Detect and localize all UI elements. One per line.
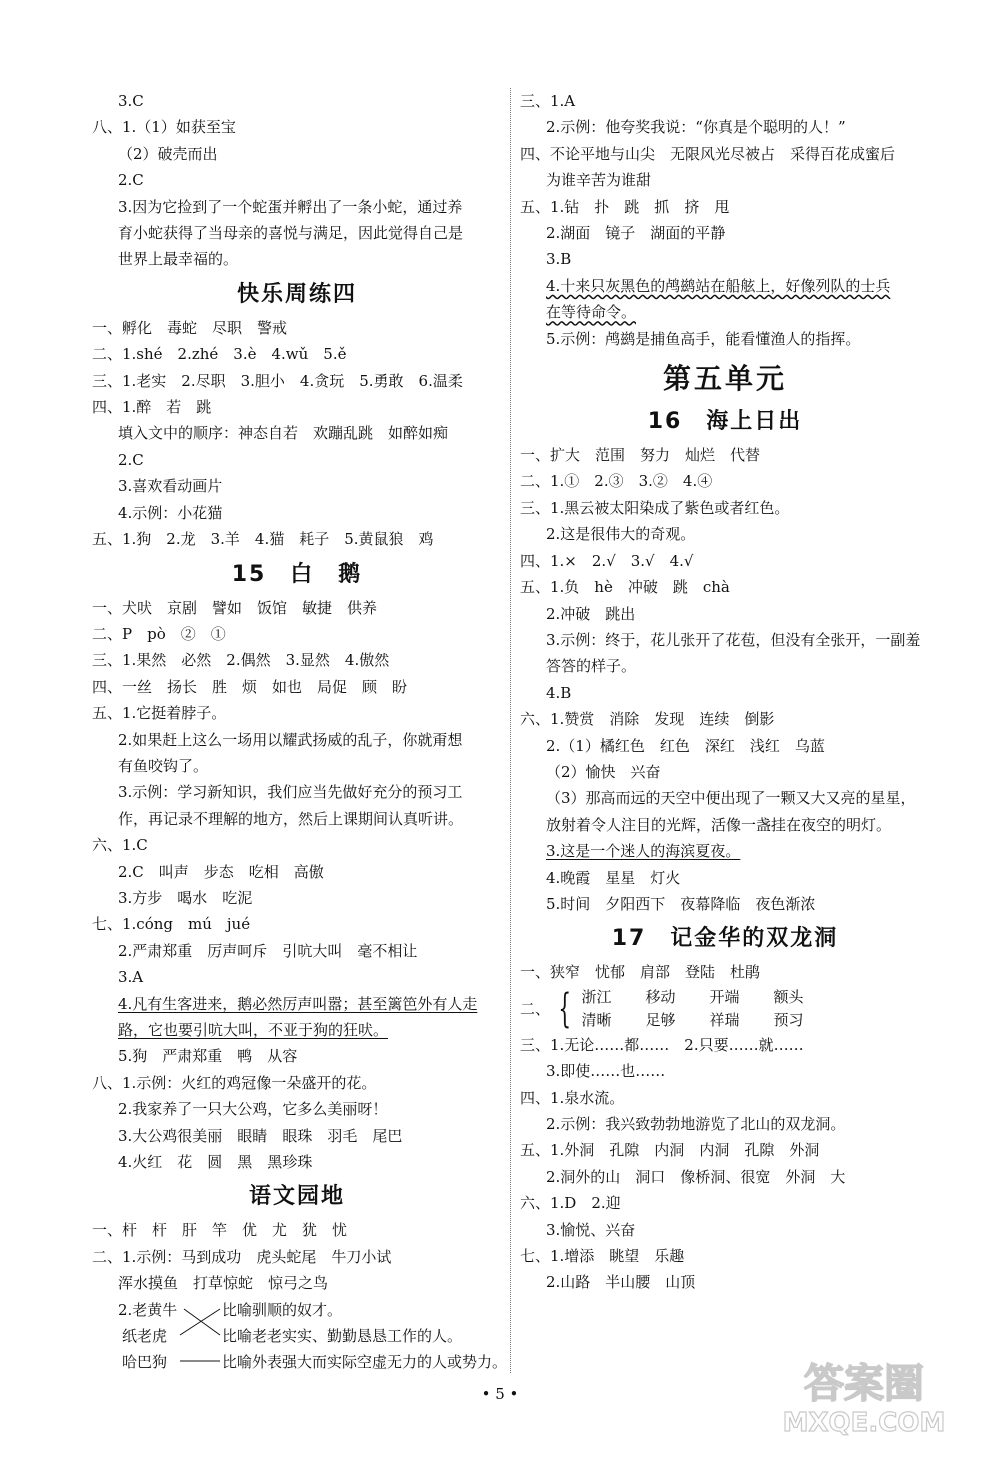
answer-line: 育小蛇获得了当母亲的喜悦与满足，因此觉得自己是 xyxy=(118,224,464,243)
answer-line: 三、1.无论……都…… 2.只要……就…… xyxy=(520,1035,804,1054)
answer-line: 三、1.果然 必然 2.偶然 3.显然 4.傲然 xyxy=(92,651,390,670)
answer-line: 5.狗 严肃郑重 鸭 从容 xyxy=(118,1047,298,1066)
answer-line: 七、1.增添 眺望 乐趣 xyxy=(520,1247,685,1266)
left-column xyxy=(92,88,508,1377)
answer-line: 四、一丝 扬长 胜 烦 如也 局促 顾 盼 xyxy=(92,677,408,696)
grid-word: 开端 xyxy=(709,987,740,1006)
answer-line: 4.晚霞 星星 灯火 xyxy=(546,868,681,887)
answer-line: 3.这是一个迷人的海滨夏夜。 xyxy=(546,842,741,861)
answer-line: 2.C xyxy=(118,171,144,190)
answer-line: 五、1.钻 扑 跳 抓 挤 甩 xyxy=(520,197,730,216)
watermark-logo xyxy=(757,1349,972,1439)
match-right: 比喻外表强大而实际空虚无力的人或势力。 xyxy=(222,1352,508,1371)
answer-line: 一、狭窄 忧郁 肩部 登陆 杜鹃 xyxy=(520,963,761,982)
match-lines xyxy=(92,1297,502,1377)
answer-line: 放射着令人注目的光辉，活像一盏挂在夜空的明灯。 xyxy=(546,815,892,834)
answer-line: 四、不论平地与山尖 无限风光尽被占 采得百花成蜜后 xyxy=(520,144,896,163)
match-left: 纸老虎 xyxy=(122,1326,168,1345)
matching-exercise xyxy=(92,1297,508,1377)
answer-line: 六、1.D 2.迎 xyxy=(520,1194,621,1213)
answer-line: 5.时间 夕阳西下 夜幕降临 夜色渐浓 xyxy=(546,894,816,913)
answer-line: 五、1.狗 2.龙 3.羊 4.猫 耗子 5.黄鼠狼 鸡 xyxy=(92,530,434,549)
answer-line: 2.示例：我兴致勃勃地游览了北山的双龙洞。 xyxy=(546,1115,846,1133)
answer-line: 八、1.示例：火红的鸡冠像一朵盛开的花。 xyxy=(92,1073,377,1092)
answer-line: 3.大公鸡很美丽 眼睛 眼珠 羽毛 尾巴 xyxy=(118,1126,403,1145)
lesson-heading: 17 记金华的双龙洞 xyxy=(611,926,839,952)
answer-line: 一、犬吠 京剧 譬如 饭馆 敏捷 供养 xyxy=(92,598,378,617)
answer-line: 2.山路 半山腰 山顶 xyxy=(546,1273,696,1292)
grid-word: 浙江 xyxy=(581,987,612,1006)
answer-line: （2）愉快 兴奋 xyxy=(546,762,661,781)
answer-line: 一、杆 杆 肝 竿 优 尤 犹 忧 xyxy=(92,1221,348,1240)
answer-line: 作，再记录不理解的地方，然后上课期间认真听讲。 xyxy=(118,809,464,828)
page-number: • 5 • xyxy=(481,1385,519,1403)
answer-line: 4.B xyxy=(546,683,572,702)
answer-line: 五、1.它挺着脖子。 xyxy=(92,704,227,723)
answer-line: 二、1.示例：马到成功 虎头蛇尾 牛刀小试 xyxy=(92,1247,392,1266)
svg-text:答案圈: 答案圈 xyxy=(804,1361,924,1407)
grid-word: 足够 xyxy=(645,1010,676,1029)
answer-line: 3.示例：学习新知识，我们应当先做好充分的预习工 xyxy=(118,783,463,802)
answer-line: 一、孵化 毒蛇 尽职 警戒 xyxy=(92,318,288,337)
answer-line: 3.示例：终于，花儿张开了花苞，但没有全张开，一副羞 xyxy=(546,630,921,649)
answer-line: 2.C xyxy=(118,450,144,469)
answer-line: 三、1.黑云被太阳染成了紫色或者红色。 xyxy=(520,498,790,517)
word-pair-grid xyxy=(520,986,930,1032)
answer-line: 四、1.泉水流。 xyxy=(520,1088,625,1107)
answer-line: 路，它也要引吭大叫，不亚于狗的狂吠。 xyxy=(118,1021,389,1039)
answer-line: 2.我家养了一只大公鸡，它多么美丽呀！ xyxy=(118,1100,388,1119)
answer-line: 有鱼咬钩了。 xyxy=(118,756,209,775)
answer-line: 3.方步 喝水 吃泥 xyxy=(118,888,253,907)
grid-word: 移动 xyxy=(645,987,676,1006)
answer-line: 2.冲破 跳出 xyxy=(546,604,636,623)
grid-word: 预习 xyxy=(773,1010,804,1029)
answer-line: 2.洞外的山 洞口 像桥洞、很宽 外洞 大 xyxy=(546,1167,846,1186)
answer-line: 二、1.① 2.③ 3.② 4.④ xyxy=(520,472,713,491)
lesson-heading: 15 白 鹅 xyxy=(231,561,363,587)
answer-line: 为谁辛苦为谁甜 xyxy=(546,171,652,190)
answer-line: 2.示例：他夸奖我说：“你真是个聪明的人！” xyxy=(546,118,846,137)
match-left: 哈巴狗 xyxy=(122,1352,168,1371)
answer-line: 八、1.（1）如获至宝 xyxy=(92,118,236,137)
answer-line: 六、1.C xyxy=(92,836,148,855)
svg-text:MXQE.COM: MXQE.COM xyxy=(782,1408,946,1438)
grid-word: 清晰 xyxy=(581,1010,612,1029)
answer-line: 二、1.shé 2.zhé 3.è 4.wǔ 5.ě xyxy=(92,345,347,364)
answer-line: 填入文中的顺序：神态自若 欢蹦乱跳 如醉如痴 xyxy=(118,424,449,443)
answer-line: 3.C xyxy=(118,92,144,110)
answer-line: 世界上最幸福的。 xyxy=(118,250,239,269)
item-label: 二、 xyxy=(520,1000,551,1019)
answer-line: 四、1.醉 若 跳 xyxy=(92,398,212,417)
brace: { xyxy=(558,985,572,1032)
answer-line: 三、1.A xyxy=(520,92,576,110)
answer-line: 2.湖面 镜子 湖面的平静 xyxy=(546,224,726,243)
section-heading: 快乐周练四 xyxy=(236,281,357,307)
match-right: 比喻老老实实、勤勤恳恳工作的人。 xyxy=(222,1326,463,1345)
answer-line: 2.这是很伟大的奇观。 xyxy=(546,525,696,544)
answer-line: 一、扩大 范围 努力 灿烂 代替 xyxy=(520,446,761,465)
answer-line: 3.喜欢看动画片 xyxy=(118,477,223,496)
answer-line: 三、1.老实 2.尽职 3.胆小 4.贪玩 5.勇敢 6.温柔 xyxy=(92,371,463,390)
word-grid xyxy=(581,986,837,1032)
answer-line: 3.B xyxy=(546,250,572,269)
answer-line: 2.（1）橘红色 红色 深红 浅红 乌蓝 xyxy=(546,736,825,755)
grid-word: 额头 xyxy=(773,987,804,1006)
answer-line: 4.示例：小花猫 xyxy=(118,503,223,522)
answer-line: 3.A xyxy=(118,968,144,987)
match-left: 2.老黄牛 xyxy=(118,1300,178,1319)
answer-line: 四、1.× 2.√ 3.√ 4.√ xyxy=(520,551,694,570)
lesson-heading: 16 海上日出 xyxy=(647,409,803,435)
answer-line: （2）破壳而出 xyxy=(118,144,218,163)
answer-line: 5.示例：鸬鹚是捕鱼高手，能看懂渔人的指挥。 xyxy=(546,329,861,348)
grid-word: 祥瑞 xyxy=(709,1010,740,1029)
answer-line: 二、P pò ② ① xyxy=(92,624,226,643)
answer-line: 2.严肃郑重 厉声呵斥 引吭大叫 毫不相让 xyxy=(118,941,418,960)
match-right: 比喻驯顺的奴才。 xyxy=(222,1300,343,1319)
answer-line: 在等待命令。 xyxy=(546,303,637,322)
answer-line: 浑水摸鱼 打草惊蛇 惊弓之鸟 xyxy=(118,1274,329,1293)
answer-line: （3）那高而远的天空中便出现了一颗又大又亮的星星， xyxy=(546,789,916,808)
answer-line: 五、1.负 hè 冲破 跳 chà xyxy=(520,578,730,597)
right-column xyxy=(520,88,930,1296)
answer-line: 3.愉悦、兴奋 xyxy=(546,1220,636,1239)
answer-line: 答答的样子。 xyxy=(546,657,637,676)
answer-line: 六、1.赞赏 消除 发现 连续 倒影 xyxy=(520,710,775,729)
unit-heading: 第五单元 xyxy=(662,362,787,396)
answer-line: 七、1.cóng mú jué xyxy=(92,915,251,934)
answer-line: 4.火红 花 圆 黑 黑珍珠 xyxy=(118,1153,313,1172)
answer-line: 4.凡有生客进来，鹅必然厉声叫嚣；甚至篱笆外有人走 xyxy=(118,994,478,1013)
answer-line: 2.C 叫声 步态 吃相 高傲 xyxy=(118,862,324,881)
answer-line: 3.即使……也…… xyxy=(546,1062,666,1081)
section-heading: 语文园地 xyxy=(248,1184,345,1210)
answer-line: 五、1.外洞 孔隙 内洞 内洞 孔隙 外洞 xyxy=(520,1141,820,1160)
answer-line: 3.因为它捡到了一个蛇蛋并孵出了一条小蛇，通过养 xyxy=(118,197,463,216)
answer-line: 2.如果赶上这么一场用以耀武扬威的乱子，你就甭想 xyxy=(118,730,463,749)
column-divider xyxy=(510,88,511,1373)
answer-line: 4.十来只灰黑色的鸬鹚站在船舷上，好像列队的士兵 xyxy=(546,276,891,295)
